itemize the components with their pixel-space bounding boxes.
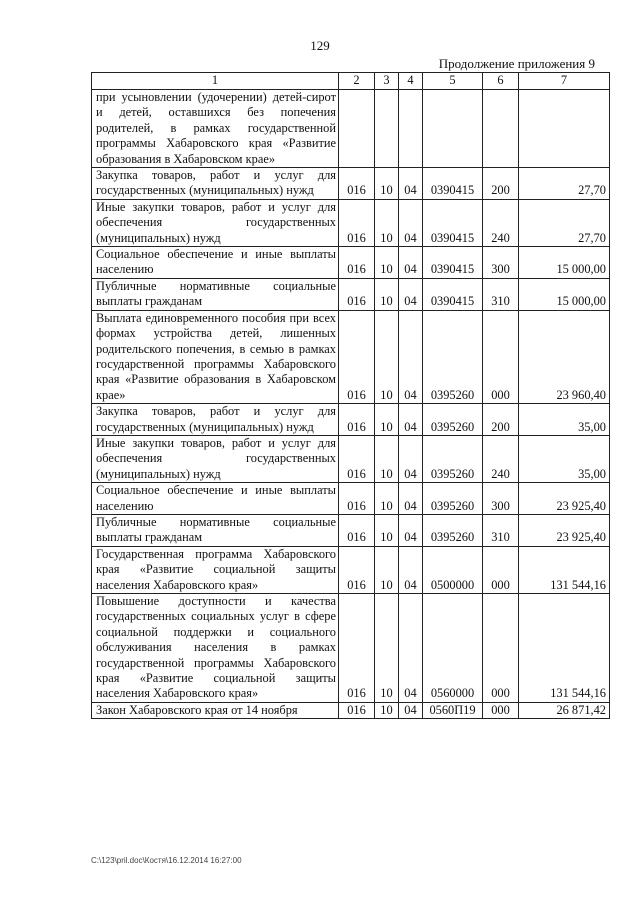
cell-subsection: 04 bbox=[399, 247, 423, 279]
cell-section: 10 bbox=[375, 278, 399, 310]
budget-table bbox=[91, 72, 610, 719]
cell-expense-type: 000 bbox=[483, 310, 519, 403]
cell-section: 10 bbox=[375, 199, 399, 246]
table-row bbox=[92, 310, 610, 403]
cell-ministry: 016 bbox=[339, 546, 375, 593]
cell-subsection: 04 bbox=[399, 594, 423, 703]
cell-expense-type: 000 bbox=[483, 702, 519, 718]
cell-expense-type: 200 bbox=[483, 404, 519, 436]
page-number: 129 bbox=[310, 38, 330, 53]
cell-subsection: 04 bbox=[399, 702, 423, 718]
table-row bbox=[92, 168, 610, 200]
cell-name: Публичные нормативные социальные выплаты гражданам bbox=[92, 514, 339, 546]
cell-amount: 35,00 bbox=[519, 435, 610, 482]
cell-subsection: 04 bbox=[399, 168, 423, 200]
table-row bbox=[92, 435, 610, 482]
cell-section: 10 bbox=[375, 702, 399, 718]
cell-expense-type: 000 bbox=[483, 594, 519, 703]
cell-name: Публичные нормативные социальные выплаты гражданам bbox=[92, 278, 339, 310]
cell-subsection: 04 bbox=[399, 483, 423, 515]
cell-amount: 131 544,16 bbox=[519, 594, 610, 703]
cell-section: 10 bbox=[375, 594, 399, 703]
cell-name: при усыновлении (удочерении) детей-сирот и детей, оставшихся без попечения родителей, в рамках государственной программы Хабаровского края «Развитие образования в Хабаровском крае» bbox=[92, 90, 339, 168]
cell-ministry: 016 bbox=[339, 310, 375, 403]
cell-amount: 15 000,00 bbox=[519, 278, 610, 310]
cell-target-item: 0390415 bbox=[423, 168, 483, 200]
table-row bbox=[92, 546, 610, 593]
cell-expense-type: 000 bbox=[483, 546, 519, 593]
cell-target-item: 0560П19 bbox=[423, 702, 483, 718]
cell-ministry: 016 bbox=[339, 594, 375, 703]
cell-amount: 23 960,40 bbox=[519, 310, 610, 403]
cell-ministry: 016 bbox=[339, 168, 375, 200]
cell-amount bbox=[519, 90, 610, 168]
cell-amount: 27,70 bbox=[519, 199, 610, 246]
cell-expense-type: 240 bbox=[483, 199, 519, 246]
cell-subsection: 04 bbox=[399, 310, 423, 403]
cell-name: Выплата единовременного пособия при всех формах устройства детей, лишенных родительского попечения, в семью в рамках государственной программы Хабаровского края «Развитие образования в Хабаровском крае» bbox=[92, 310, 339, 403]
cell-target-item: 0395260 bbox=[423, 514, 483, 546]
cell-expense-type: 310 bbox=[483, 278, 519, 310]
cell-name: Государственная программа Хабаровского края «Развитие социальной защиты населения Хабаровского края» bbox=[92, 546, 339, 593]
cell-amount: 131 544,16 bbox=[519, 546, 610, 593]
column-header: 3 bbox=[375, 73, 399, 90]
cell-target-item: 0395260 bbox=[423, 435, 483, 482]
cell-section: 10 bbox=[375, 247, 399, 279]
column-header: 5 bbox=[423, 73, 483, 90]
cell-expense-type: 310 bbox=[483, 514, 519, 546]
cell-name: Социальное обеспечение и иные выплаты населению bbox=[92, 483, 339, 515]
cell-target-item: 0500000 bbox=[423, 546, 483, 593]
column-header: 2 bbox=[339, 73, 375, 90]
cell-subsection: 04 bbox=[399, 546, 423, 593]
cell-ministry: 016 bbox=[339, 247, 375, 279]
cell-amount: 15 000,00 bbox=[519, 247, 610, 279]
file-path-footer: C:\123\pril.doc\Костя\16.12.2014 16:27:00 bbox=[91, 856, 242, 865]
cell-target-item: 0395260 bbox=[423, 310, 483, 403]
cell-ministry: 016 bbox=[339, 199, 375, 246]
cell-section: 10 bbox=[375, 310, 399, 403]
cell-ministry bbox=[339, 90, 375, 168]
table-row bbox=[92, 247, 610, 279]
cell-target-item: 0560000 bbox=[423, 594, 483, 703]
table-row bbox=[92, 278, 610, 310]
cell-amount: 27,70 bbox=[519, 168, 610, 200]
cell-subsection: 04 bbox=[399, 435, 423, 482]
cell-subsection: 04 bbox=[399, 404, 423, 436]
cell-name: Закупка товаров, работ и услуг для государственных (муниципальных) нужд bbox=[92, 168, 339, 200]
cell-amount: 35,00 bbox=[519, 404, 610, 436]
cell-subsection: 04 bbox=[399, 514, 423, 546]
cell-section: 10 bbox=[375, 514, 399, 546]
cell-ministry: 016 bbox=[339, 514, 375, 546]
table-row bbox=[92, 702, 610, 718]
column-header: 4 bbox=[399, 73, 423, 90]
cell-expense-type: 200 bbox=[483, 168, 519, 200]
cell-subsection: 04 bbox=[399, 278, 423, 310]
cell-section: 10 bbox=[375, 546, 399, 593]
appendix-caption: Продолжение приложения 9 bbox=[438, 56, 595, 71]
cell-amount: 23 925,40 bbox=[519, 483, 610, 515]
cell-name: Закон Хабаровского края от 14 ноября bbox=[92, 702, 339, 718]
cell-section: 10 bbox=[375, 483, 399, 515]
cell-name: Повышение доступности и качества государственных социальных услуг в сфере социальной поддержки и социального обслуживания населения в рамках государственной программы Хабаровского края «Развитие социальной защиты населения Хабаровского края» bbox=[92, 594, 339, 703]
cell-target-item: 0395260 bbox=[423, 404, 483, 436]
cell-target-item bbox=[423, 90, 483, 168]
table-row bbox=[92, 594, 610, 703]
cell-name: Иные закупки товаров, работ и услуг для обеспечения государственных (муниципальных) нужд bbox=[92, 435, 339, 482]
cell-target-item: 0390415 bbox=[423, 199, 483, 246]
table-header-row bbox=[92, 73, 610, 90]
cell-ministry: 016 bbox=[339, 483, 375, 515]
cell-expense-type bbox=[483, 90, 519, 168]
column-header: 1 bbox=[92, 73, 339, 90]
table-row bbox=[92, 199, 610, 246]
table-row bbox=[92, 90, 610, 168]
cell-section: 10 bbox=[375, 404, 399, 436]
cell-expense-type: 300 bbox=[483, 483, 519, 515]
cell-target-item: 0390415 bbox=[423, 278, 483, 310]
cell-subsection: 04 bbox=[399, 199, 423, 246]
cell-section: 10 bbox=[375, 435, 399, 482]
column-header: 7 bbox=[519, 73, 610, 90]
cell-amount: 23 925,40 bbox=[519, 514, 610, 546]
cell-ministry: 016 bbox=[339, 278, 375, 310]
cell-target-item: 0390415 bbox=[423, 247, 483, 279]
cell-name: Иные закупки товаров, работ и услуг для обеспечения государственных (муниципальных) нужд bbox=[92, 199, 339, 246]
cell-ministry: 016 bbox=[339, 435, 375, 482]
cell-expense-type: 240 bbox=[483, 435, 519, 482]
cell-amount: 26 871,42 bbox=[519, 702, 610, 718]
cell-section bbox=[375, 90, 399, 168]
column-header: 6 bbox=[483, 73, 519, 90]
cell-target-item: 0395260 bbox=[423, 483, 483, 515]
cell-expense-type: 300 bbox=[483, 247, 519, 279]
table-row bbox=[92, 483, 610, 515]
cell-ministry: 016 bbox=[339, 404, 375, 436]
cell-section: 10 bbox=[375, 168, 399, 200]
cell-name: Закупка товаров, работ и услуг для государственных (муниципальных) нужд bbox=[92, 404, 339, 436]
table-row bbox=[92, 514, 610, 546]
cell-name: Социальное обеспечение и иные выплаты населению bbox=[92, 247, 339, 279]
cell-ministry: 016 bbox=[339, 702, 375, 718]
table-row bbox=[92, 404, 610, 436]
cell-subsection bbox=[399, 90, 423, 168]
